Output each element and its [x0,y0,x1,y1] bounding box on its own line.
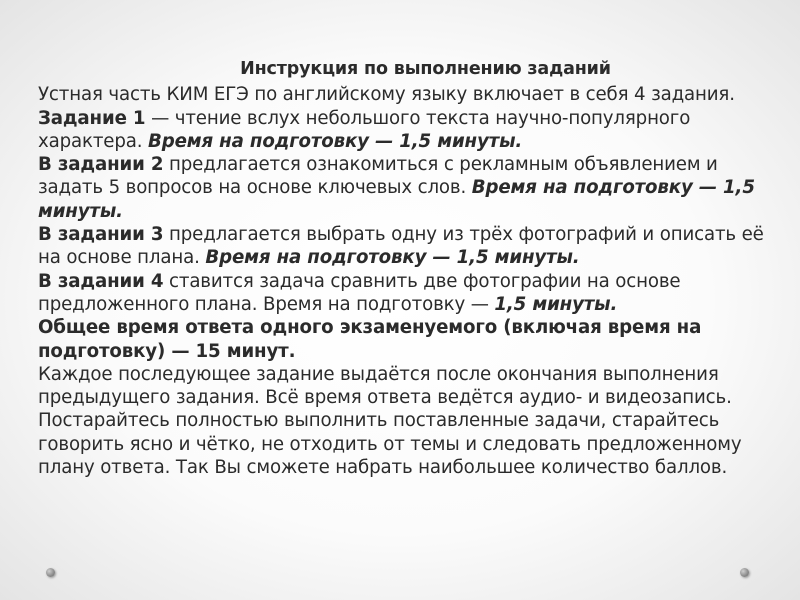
pin-right-icon [740,568,749,577]
task-2-time: Время на подготовку — 1,5 минуты. [38,177,755,222]
task-4-text: ставится задача сравнить две фотографии на основе предложенного плана. Время на подготовку — [38,270,681,315]
task-3-label: В задании 3 [38,224,164,246]
task-4-time: 1,5 минуты. [494,293,618,315]
instruction-slide [38,58,783,479]
task-4-label: В задании 4 [38,270,164,292]
task-1-paragraph [38,107,783,154]
task-2-paragraph [38,153,783,223]
task-1-label: Задание 1 [38,107,146,129]
slide-title: Инструкция по выполнению заданий [240,59,611,79]
task-4-paragraph [38,270,783,317]
total-time-paragraph [38,316,783,363]
closing-paragraph: Каждое последующее задание выдаётся после окончания выполнения предыдущего задания. Всё время ответа ведётся аудио- и видеозапись. Постарайтесь полностью выполнить поставленные задачи, старайтесь говорить ясно и чётко, не отходить от темы и следовать предложенному плану ответа. Так Вы сможете набрать наибольшее количество баллов. [38,363,742,479]
total-time-text: Общее время ответа одного экзаменуемого (включая время на подготовку) — 15 минут. [38,317,702,362]
task-2-text: предлагается ознакомиться с рекламным объявлением и задать 5 вопросов на основе ключевых слов. [38,154,718,199]
pin-left-icon [46,568,55,577]
task-3-time: Время на подготовку — 1,5 минуты. [205,247,580,269]
task-3-text: предлагается выбрать одну из трёх фотографий и описать её на основе плана. [38,224,764,269]
task-2-label: В задании 2 [38,154,164,176]
task-1-time: Время на подготовку — 1,5 минуты. [147,130,523,152]
intro-paragraph: Устная часть КИМ ЕГЭ по английскому языку включает в себя 4 задания. [38,84,735,106]
task-3-paragraph [38,223,783,270]
task-1-text: — чтение вслух небольшого текста научно-популярного характера. [38,107,691,152]
